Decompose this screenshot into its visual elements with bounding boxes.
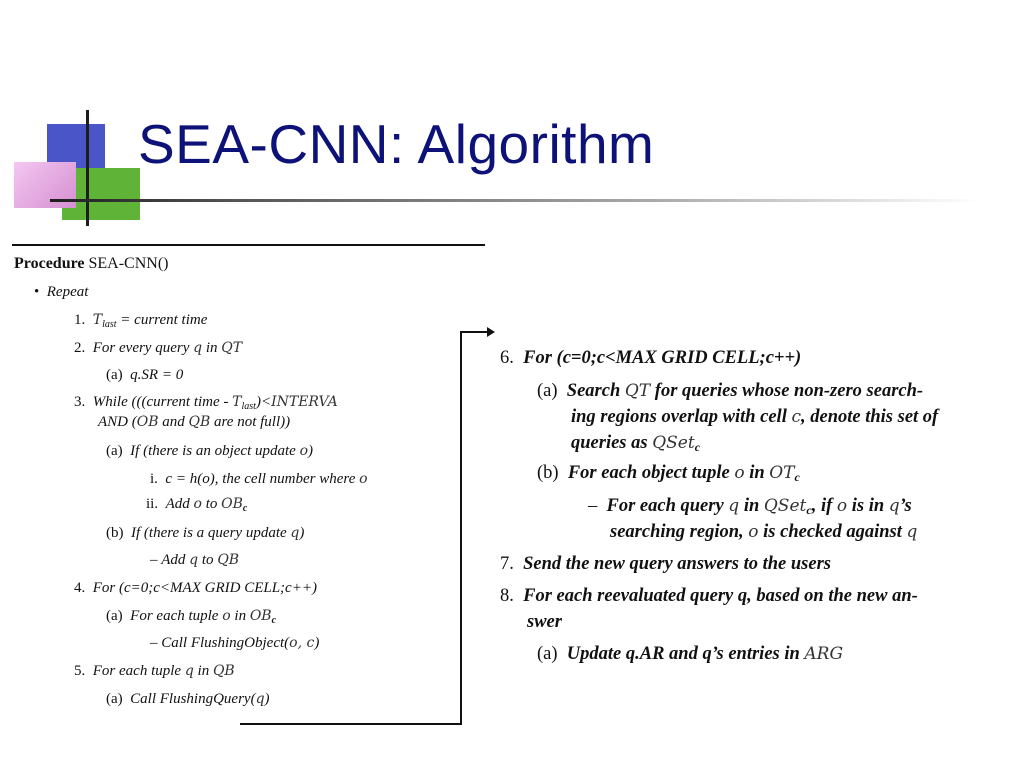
step-1: 1. $T_{last}$ = current time <box>74 312 208 330</box>
connector-bottom-line <box>240 723 462 725</box>
step-6a-line-2: ing regions overlap with cell c, denote this set of <box>571 407 939 427</box>
step-8a: (a) Update q.AR and q’s entries in ARG <box>537 644 844 664</box>
step-6b-dash-line-1: – For each query q in QSet$_c$, if o is in q’s <box>588 496 912 517</box>
step-6b-dash-line-2: searching region, o is checked against q <box>610 522 918 542</box>
connector-vertical-line <box>460 331 462 724</box>
step-3a-ii: ii. Add o to $OB_c$ <box>146 496 248 514</box>
step-6a-line-3: queries as QSet$_c$ <box>571 433 701 454</box>
logo-vertical-line <box>86 110 89 226</box>
step-3-line-1: 3. While (((current time - $T_{last})<INTERVA$ <box>74 394 338 412</box>
step-4a: (a) For each tuple o in $OB_c$ <box>106 608 277 626</box>
step-8-line-2: swer <box>527 612 562 632</box>
step-3a-i: i. c = h(o), the cell number where o <box>150 471 368 487</box>
step-4a-dash: – Call FlushingObject(o, c) <box>150 635 320 651</box>
connector-top-line <box>460 331 488 333</box>
step-3a: (a) If (there is an object update o) <box>106 443 313 459</box>
procedure-top-rule <box>12 244 485 246</box>
step-6: 6. For (c=0;c<MAX GRID CELL;c++) <box>500 348 802 368</box>
title-underline <box>50 199 980 202</box>
bullet-icon: • <box>34 284 40 300</box>
arrow-right-icon <box>487 327 495 337</box>
step-5: 5. For each tuple q in QB <box>74 663 235 679</box>
repeat-line: • Repeat <box>34 284 89 300</box>
step-7: 7. Send the new query answers to the users <box>500 554 831 574</box>
step-4: 4. For (c=0;c<MAX GRID CELL;c++) <box>74 580 317 596</box>
step-6a-line-1: (a) Search QT for queries whose non-zero search- <box>537 381 924 401</box>
step-3b: (b) If (there is a query update q) <box>106 525 305 541</box>
step-3-line-2: AND (OB and QB are not full)) <box>98 414 291 430</box>
step-8-line-1: 8. For each reevaluated query q, based on the new an- <box>500 586 918 606</box>
step-5a: (a) Call FlushingQuery(q) <box>106 691 270 707</box>
step-2a: (a) q.SR = 0 <box>106 367 184 383</box>
step-6b: (b) For each object tuple o in $OT_c$ <box>537 463 800 484</box>
procedure-header: Procedure SEA-CNN() <box>14 255 169 272</box>
step-3b-dash: – Add q to QB <box>150 552 240 568</box>
slide-title: SEA-CNN: Algorithm <box>138 113 655 175</box>
step-2: 2. For every query q in QT <box>74 340 243 356</box>
